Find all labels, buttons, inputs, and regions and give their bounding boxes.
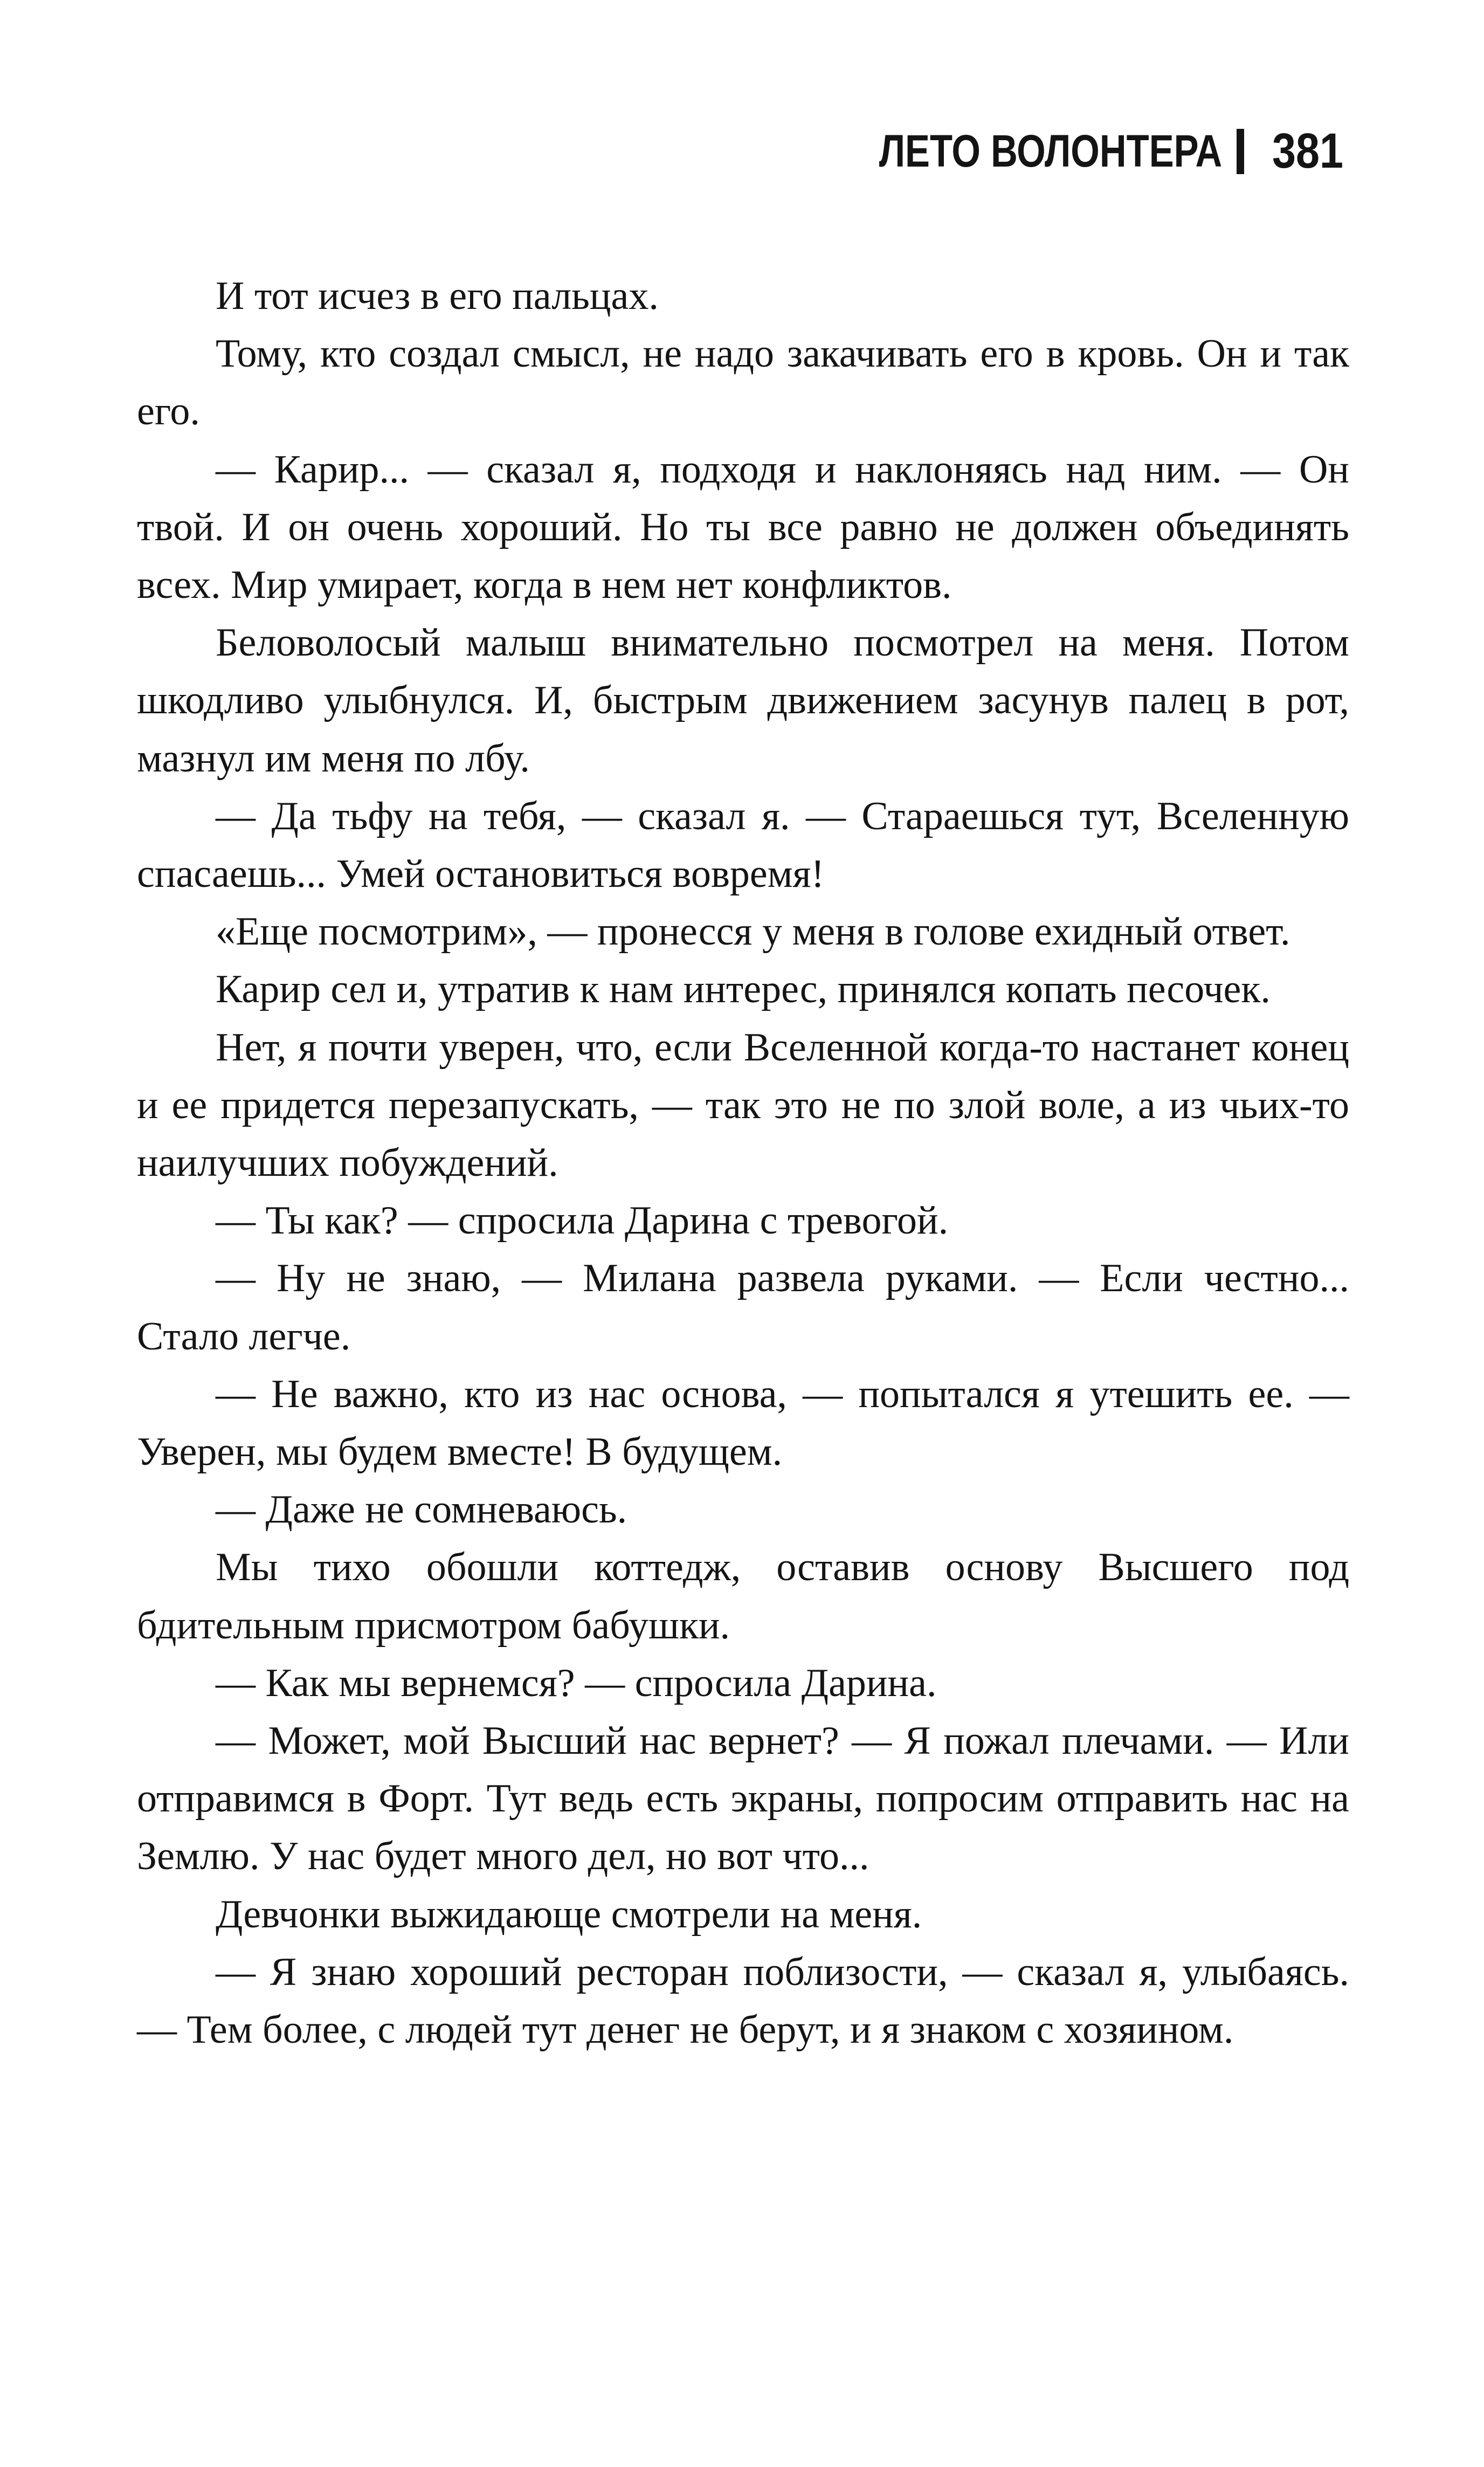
running-header (804, 123, 1355, 180)
paragraph: — Не важно, кто из нас основа, — попытался я утешить ее. — Уверен, мы будем вместе! В будущем. (137, 1372, 1349, 1474)
paragraph: Нет, я почти уверен, что, если Вселенной когда-то настанет конец и ее придется перезапускать, — так это не по злой воле, а из чьих-то наилучших побуждений. (137, 1025, 1349, 1186)
page-number: 381 (1272, 123, 1343, 178)
body-text (137, 267, 1349, 2059)
paragraph: Девчонки выжидающе смотрели на меня. (216, 1892, 922, 1937)
paragraph: — Ну не знаю, — Милана развела руками. — Если честно... Стало легче. (137, 1256, 1349, 1359)
running-title: ЛЕТО ВОЛОНТЕРА (879, 126, 1223, 176)
paragraph: Карир сел и, утратив к нам интерес, принялся копать песочек. (216, 967, 1271, 1012)
paragraph: — Может, мой Высший нас вернет? — Я пожал плечами. — Или отправимся в Форт. Тут ведь есть экраны, попросим отправить нас на Землю. У нас будет много дел, но вот что... (137, 1719, 1349, 1879)
paragraph: «Еще посмотрим», — пронесся у меня в голове ехидный ответ. (216, 909, 1290, 954)
paragraph: Беловолосый малыш внимательно посмотрел на меня. Потом шкодливо улыбнулся. И, быстрым движением засунув палец в рот, мазнул им меня по лбу. (137, 621, 1349, 781)
paragraph: — Я знаю хороший ресторан поблизости, — сказал я, улыбаясь. — Тем более, с людей тут денег не берут, и я знаком с хозяином. (137, 1949, 1349, 2052)
paragraph: И тот исчез в его пальцах. (216, 274, 659, 318)
paragraph: — Ты как? — спросила Дарина с тревогой. (216, 1198, 949, 1243)
paragraph: — Да тьфу на тебя, — сказал я. — Стараешься тут, Вселенную спасаешь... Умей остановиться вовремя! (137, 794, 1349, 897)
paragraph: — Как мы вернемся? — спросила Дарина. (216, 1660, 937, 1705)
paragraph: Мы тихо обошли коттедж, оставив основу Высшего под бдительным присмотром бабушки. (137, 1545, 1349, 1648)
paragraph: Тому, кто создал смысл, не надо закачивать его в кровь. Он и так его. (137, 332, 1349, 434)
paragraph: — Карир... — сказал я, подходя и наклоняясь над ним. — Он твой. И он очень хороший. Но ты все равно не должен объединять всех. Мир умирает, когда в нем нет конфликтов. (137, 447, 1349, 608)
header-separator (1237, 129, 1244, 174)
paragraph: — Даже не сомневаюсь. (216, 1487, 627, 1532)
